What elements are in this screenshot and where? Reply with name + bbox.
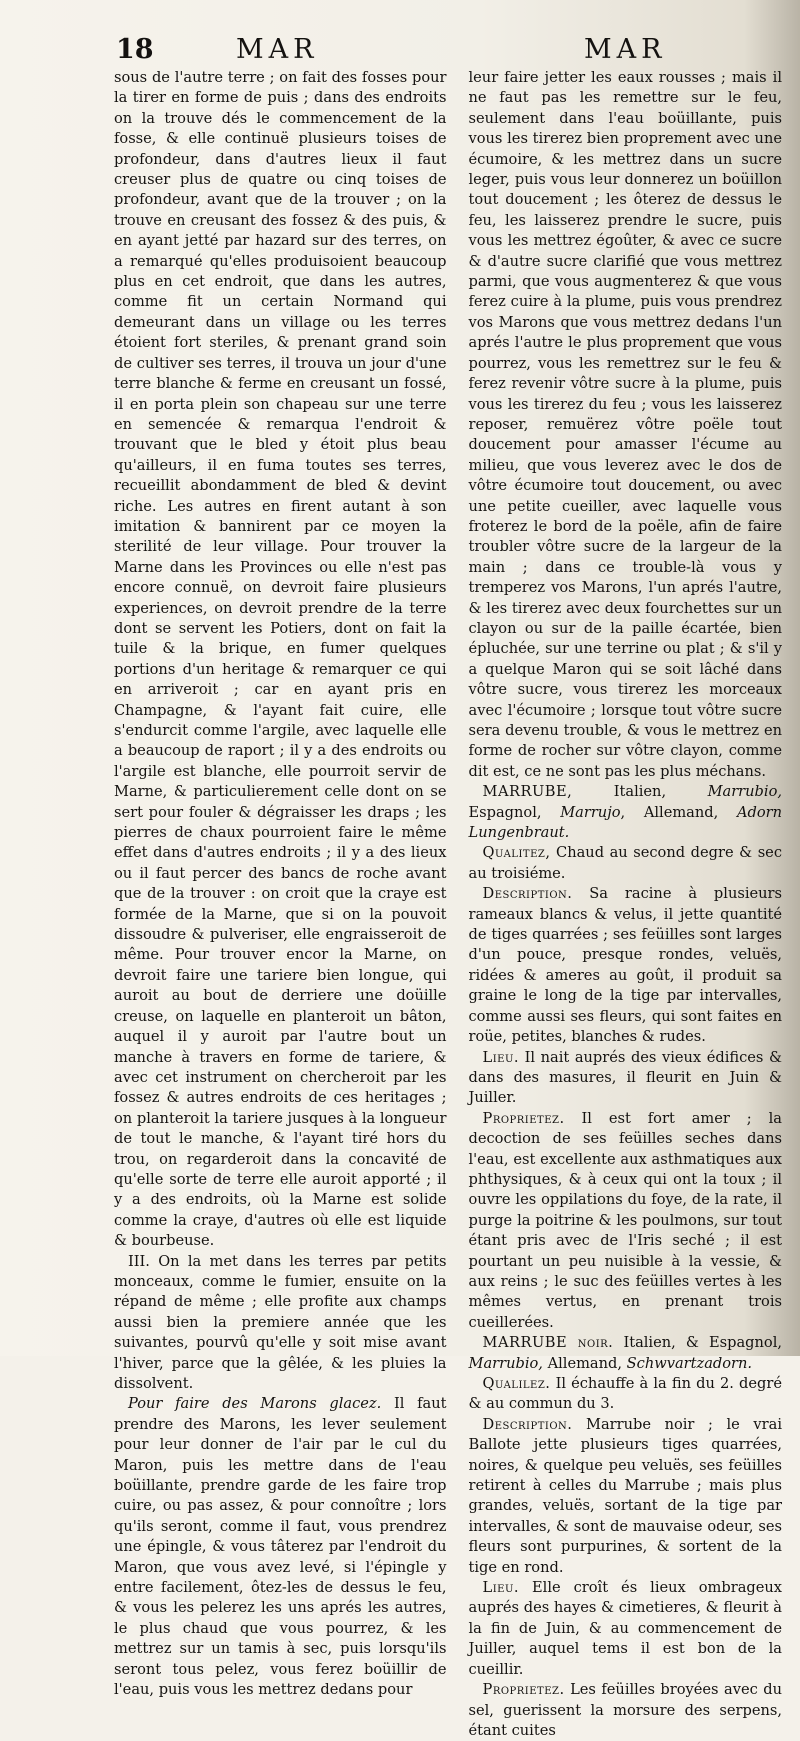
marrube-noir-text: Italien, & Espagnol, (613, 1334, 783, 1352)
proprietez2-heading: Proprietez. (482, 1681, 565, 1699)
marrube-noir-text: Allemand, (542, 1354, 627, 1372)
qualitez-heading: Qualitez, (482, 844, 551, 862)
description-entry (469, 884, 783, 1047)
marons-glacez-title: Pour faire des Marons glacez. (128, 1395, 382, 1413)
marrube-noir-german-name: Schwvartzadorn. (626, 1354, 753, 1372)
marrube-italian-name: Marrubio, (707, 783, 782, 801)
proprietez2-entry (469, 1680, 783, 1741)
marons-glacez-paragraph (114, 1394, 447, 1700)
marrube-noir-italian-name: Marrubio, (468, 1354, 543, 1372)
marne-section-iii: III. On la met dans les terres par petits monceaux, comme le fumier, ensuite on la répand de même ; elle profite aux champs aussi bien la premiere année que les suivantes, pourvû qu'elle y soit mise avant l'hiver, parce que la gêlée, & les pluies la dissolvent. (114, 1252, 447, 1392)
marrube-headword: MARRUBE, (482, 783, 573, 801)
proprietez-text: Il est fort amer ; la decoction de ses feüilles seches dans l'eau, est excellente aux asthmatiques aux phthysiques, & à ceux qui ont la toux ; il ouvre les oppilations du foye, de la rate, il purge la poitrine & les poulmons, sur tout étant pris avec de l'Iris seché ; il est pourtant un peu nuisible à la vessie, & aux reins ; le suc des feüilles vertes à les mêmes vertus, en prenant trois cueillerées. (468, 1109, 782, 1331)
proprietez-heading: Proprietez. (482, 1109, 565, 1127)
description-heading: Description. (482, 885, 573, 903)
qualitez-entry (469, 843, 783, 884)
page-number: 18 (116, 34, 154, 65)
marrube-noir-entry (469, 1333, 783, 1374)
description2-text: Marrube noir ; le vrai Ballote jette plusieurs tiges quarrées, noires, & quelque peu veluës, ses feüilles retirent à celles du Marrube ; mais plus grandes, veluës, sortant de la tige par intervalles, & sont de mauvaise odeur, ses fleurs sont purpurines, & sortent de la tige en rond. (468, 1415, 782, 1576)
qualilez-heading: Qualilez. (482, 1375, 551, 1392)
proprietez-entry (469, 1109, 783, 1333)
lieu-heading: Lieu. (482, 1048, 520, 1066)
lieu2-heading: Lieu. (482, 1579, 520, 1597)
lieu2-entry (469, 1578, 783, 1680)
marrube-spanish-name: Marrujo (560, 803, 621, 821)
marrube-text: Espagnol, (468, 803, 561, 821)
right-column (469, 68, 783, 1741)
page-header (22, 34, 782, 68)
qualilez-entry (469, 1374, 783, 1415)
left-column (114, 68, 447, 1741)
marons-glacez-text: Il faut prendre des Marons, les lever seulement pour leur donner de l'air par le cul du Maron, puis les mettre dans de l'eau boüillante, prendre garde de les faire trop cuire, ou pas assez, & pour connoître ; lors qu'ils seront, comme il faut, vous prendrez une épingle, & vous tâterez par l'endroit du Maron, que vous avez levé, si l'épingle y entre facilement, ôtez-les de dessus le feu, & vous les pelerez les uns aprés les autres, le plus chaud que vous pourrez, & les mettrez sur un tamis à sec, puis lorsqu'ils seront tous pelez, vous ferez boüillir de l'eau, puis vous les mettrez dedans pour (114, 1395, 447, 1699)
marrube-noir-headword: MARRUBE noir. (482, 1334, 614, 1352)
lieu2-text: Elle croît és lieux ombrageux auprés des hayes & cimetieres, & fleurit à la fin de Juin, & au commencement de Juiller, auquel tems il est bon de la cueillir. (468, 1579, 782, 1678)
lieu-text: Il nait auprés des vieux édifices & dans des masures, il fleurit en Juin & Juiller. (468, 1048, 782, 1107)
marrube-entry (469, 782, 783, 843)
text-columns (22, 68, 782, 1741)
qualilez-text: Il échauffe à la fin du 2. degré & au commun du 3. (468, 1375, 782, 1413)
proprietez2-text: Les feüilles broyées avec du sel, guerissent la morsure des serpens, étant cuites (468, 1681, 782, 1739)
marrube-german-name: Adorn Lungenbraut. (468, 803, 782, 842)
marons-continued: leur faire jetter les eaux rousses ; mais il ne faut pas les remettre sur le feu, seulement dans l'eau boüillante, puis vous les tirerez bien proprement avec une écumoire, & les mettrez dans un sucre leger, puis vous leur donnerez un boüillon tout doucement ; les ôterez de dessus le feu, les laisserez prendre le sucre, puis vous les mettrez égoûter, & avec ce sucre & d'autre sucre clarifié que vous mettrez parmi, que vous augmenterez & que vous ferez cuire à la plume, puis vous prendrez vos Marons que vous mettrez dedans l'un aprés l'autre le plus proprement que vous pourrez, vous les remettrez sur le feu & ferez revenir vôtre sucre à la plume, puis vous les tirerez du feu ; vous les laisserez reposer, remuërez vôtre poële tout doucement pour amasser l'écume au milieu, que vous leverez avec le dos de vôtre écumoire tout doucement, ou avec une petite cueiller, avec laquelle vous froterez le bord de la poële, afin de faire troubler vôtre sucre de la largeur de la main ; dans ce trouble-là vous y tremperez vos Marons, l'un aprés l'autre, & les tirerez avec deux fourchettes sur un clayon ou sur de la paille écartée, bien épluchée, sur une terrine ou plat ; & s'il y a quelque Maron qui se soit lâché dans vôtre sucre, vous tirerez les morceaux avec l'écumoire ; lorsque tout vôtre sucre sera devenu trouble, & vous le mettrez en forme de rocher sur vôtre clayon, comme dit est, ce ne sont pas les plus méchans. (468, 69, 782, 780)
qualitez-text: Chaud au second degre & sec au troisiéme. (468, 844, 782, 882)
marne-paragraph: sous de l'autre terre ; on fait des fosses pour la tirer en forme de puis ; dans des endroits on la trouve dés le commencement de la fosse, & elle continuë plusieurs toises de profondeur, dans d'autres lieux il faut creuser plus de quatre ou cinq toises de profondeur, avant que de la trouver ; on la trouve en creusant des fossez & des puis, & en ayant jetté par hazard sur des terres, on a remarqué qu'elles produisoient beaucoup plus en cet endroit, que dans les autres, comme fit un certain Normand qui demeurant dans un village ou les terres étoient fort steriles, & prenant grand soin de cultiver ses terres, il trouva un jour d'une terre blanche & ferme en creusant un fossé, il en porta plein son chapeau sur une terre en semencée & remarqua l'endroit & trouvant que le bled y étoit plus beau qu'ailleurs, il en fuma toutes ses terres, recueillit abondamment de bled & devint riche. Les autres en firent autant à son imitation & bannirent par ce moyen la sterilité de leur village. Pour trouver la Marne dans les Provinces ou elle n'est pas encore connuë, on devroit faire plusieurs experiences, on devroit prendre de la terre dont se servent les Potiers, dont on fait la tuile & la brique, en fumer quelques portions d'un heritage & remarquer ce qui en arriveroit ; car en ayant pris en Champagne, & l'ayant fait cuire, elle s'endurcit comme l'argile, avec laquelle elle a beaucoup de raport ; il y a des endroits ou l'argile est blanche, elle pourroit servir de Marne, & particulierement celle dont on se sert pour fouler & dégraisser les draps ; les pierres de chaux pourroient faire le même effet dans d'autres endroits ; il y a des lieux ou il faut percer des bancs de roche avant que de la trouver : on croit que la craye est formée de la Marne, que si on la pouvoit dissoudre & pulveriser, elle engraisseroit de même. Pour trouver encor la Marne, on devroit faire une tariere bien longue, qui auroit au bout de derriere une doüille creuse, on laquelle en planteroit un bâton, auquel il y auroit par l'autre bout un manche à travers en forme de tariere, & avec cet instrument on chercheroit par les fossez & autres endroits de ces heritages ; on planteroit la tariere jusques à la longueur de tout le manche, & l'ayant tiré hors du trou, on regarderoit dans la concavité de qu'elle sorte de terre elle auroit apporté ; il y a des endroits, où la Marne est solide comme la craye, d'autres où elle est liquide & bourbeuse. (114, 69, 447, 1250)
running-head-left: MAR (236, 34, 319, 65)
running-head-right: MAR (584, 34, 667, 65)
marrube-text: Italien, (572, 783, 708, 801)
marrube-text: , Allemand, (620, 803, 737, 821)
description2-heading: Description. (482, 1415, 573, 1433)
lieu-entry (469, 1048, 783, 1109)
description2-entry (469, 1415, 783, 1578)
description-text: Sa racine à plusieurs rameaux blancs & velus, il jette quantité de tiges quarrées ; ses feüilles sont larges d'un pouce, presque rondes, veluës, ridées & ameres au goût, il produit sa graine le long de la tige par intervalles, comme aussi ses fleurs, qui sont faites en roüe, petites, blanches & rudes. (468, 885, 782, 1046)
